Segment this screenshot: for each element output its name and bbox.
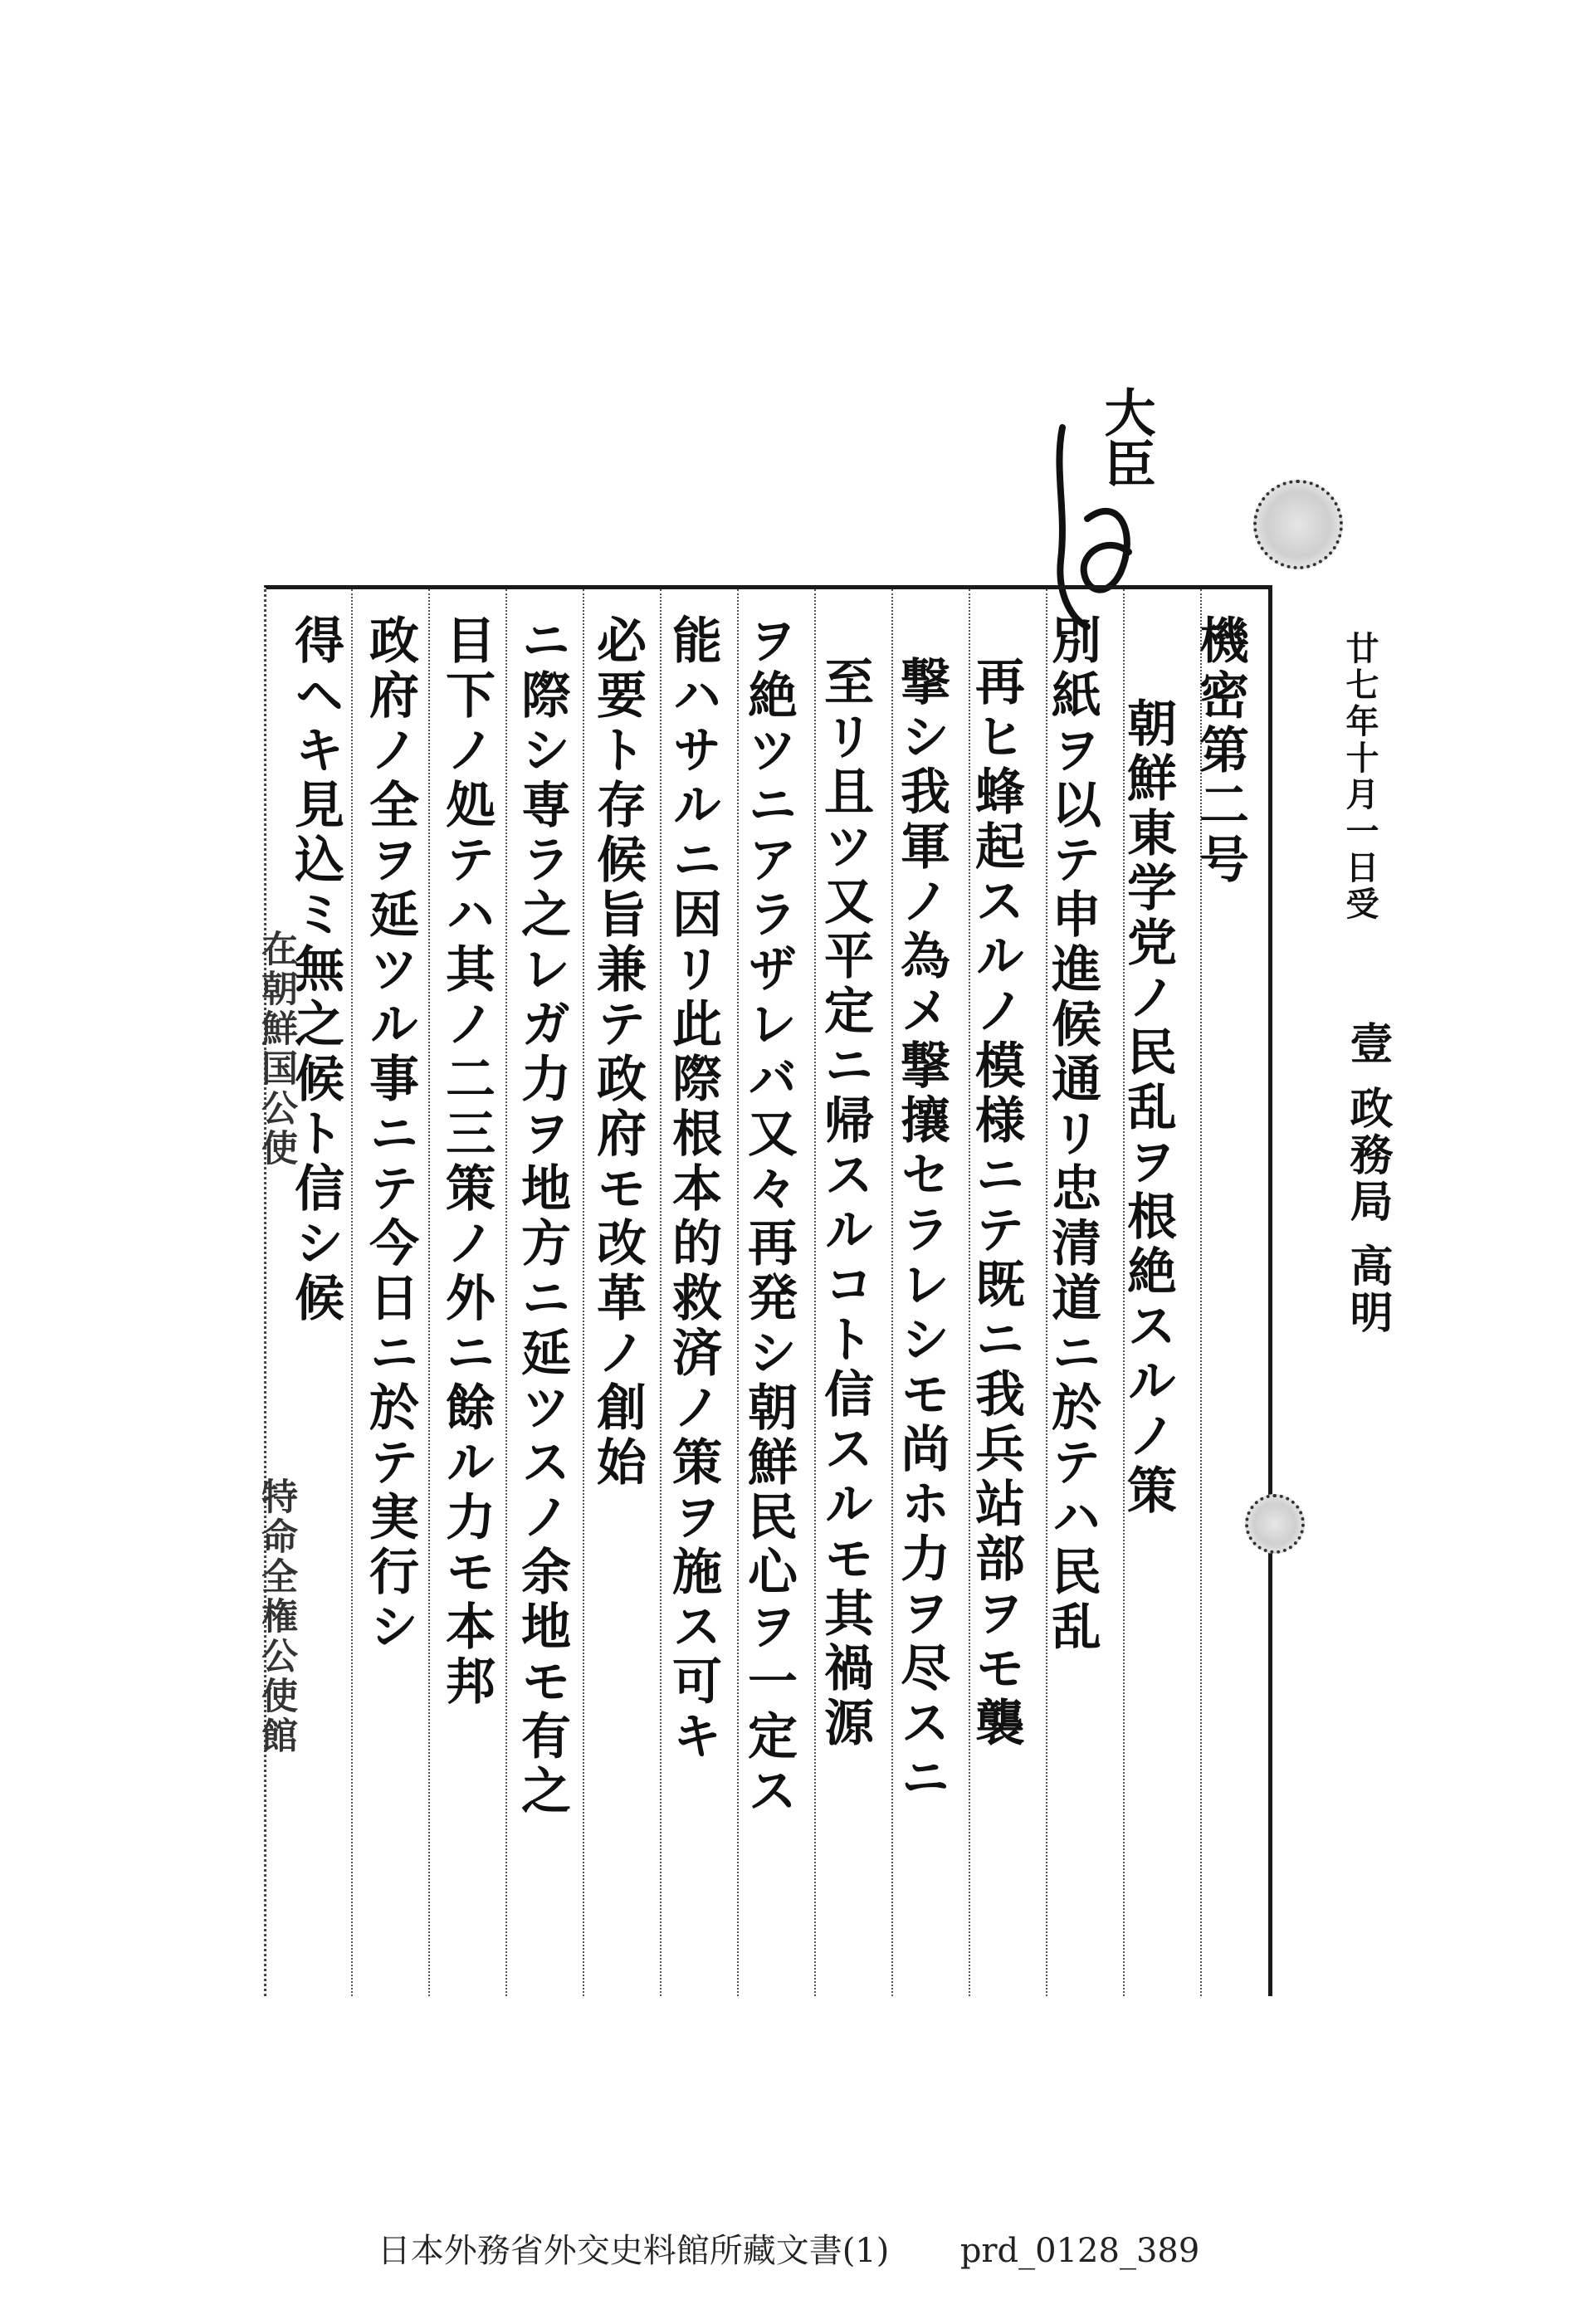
minister-stamp-label: 大臣	[1096, 386, 1156, 489]
text-column-2: 朝鮮東学党ノ民乱ヲ根絶スルノ策	[1119, 697, 1177, 1519]
ruled-line	[660, 589, 662, 1996]
text-column-12: 政府ノ全ヲ延ツル事ニテ今日ニ於テ実行シ	[361, 614, 419, 1655]
round-seal	[1253, 480, 1343, 569]
small-seal	[1245, 1494, 1305, 1554]
office-note: 壹 政務局 高明	[1342, 1021, 1393, 1337]
text-column-6: 至リ且ツ又平定ニ帰スルコト信スルモ其禍源	[816, 656, 874, 1751]
text-column-4: 再ヒ蜂起スルノ模様ニテ既ニ我兵站部ヲモ襲	[967, 656, 1025, 1751]
received-date: 廿七年十月一日受	[1340, 631, 1379, 923]
ruled-line	[583, 589, 584, 1996]
text-column-13: 得ヘキ見込ミ無之候ト信シ候	[286, 614, 344, 1326]
ruled-line	[351, 589, 353, 1996]
text-column-3: 別紙ヲ以テ申進候通リ忠清道ニ於テハ民乱	[1043, 614, 1101, 1655]
text-column-10: ニ際シ専ラ之レガ力ヲ地方ニ延ツスノ余地モ有之	[513, 614, 571, 1819]
text-column-5: 撃シ我軍ノ為メ撃攘セラレシモ尚ホ力ヲ尽スニ	[892, 656, 950, 1806]
text-column-1: 機密第二号	[1191, 614, 1249, 888]
ruled-line	[737, 589, 739, 1996]
text-column-8: 能ハサルニ因リ此際根本的救済ノ策ヲ施ス可キ	[664, 614, 722, 1765]
ruled-line	[505, 589, 507, 1996]
archive-caption	[0, 2224, 1577, 2272]
archive-id: prd_0128_389	[959, 2232, 1200, 2270]
ruled-line	[428, 589, 430, 1996]
text-column-9: 必要ト存候旨兼テ政府モ改革ノ創始	[588, 614, 647, 1491]
left-margin-note-lower: 特命全権公使館	[255, 1477, 297, 1756]
text-column-7: ヲ絶ツニアラザレバ又々再発シ朝鮮民心ヲ一定ス	[740, 614, 798, 1819]
archive-name: 日本外務省外交史料館所藏文書(1)	[377, 2232, 890, 2270]
text-column-11: 目下ノ処テハ其ノ二三策ノ外ニ餘ル力モ本邦	[437, 614, 496, 1710]
left-margin-note-upper: 在朝鮮国公使	[255, 930, 297, 1169]
